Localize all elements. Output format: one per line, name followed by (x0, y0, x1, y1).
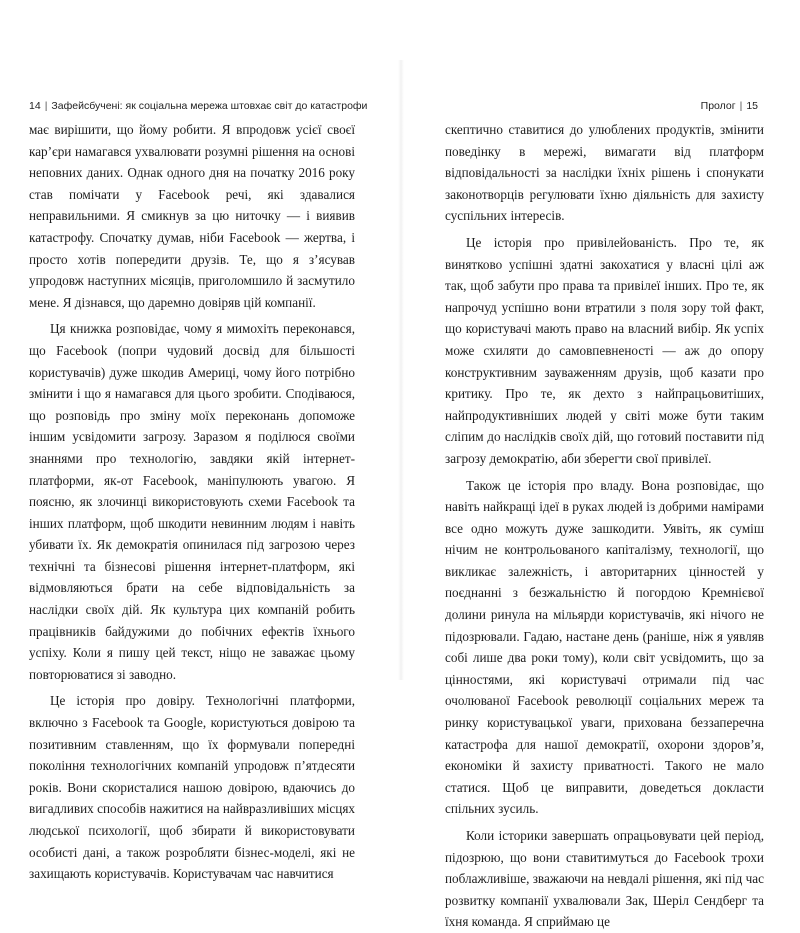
left-header-separator: | (44, 100, 48, 112)
right-running-header (701, 100, 758, 112)
right-page-body (445, 119, 764, 933)
left-paragraph-3: Це історія про довіру. Технологічні платформи, включно з Facebook та Google, користуються довірою та позитивним ставленням, що їх формували попередні покоління технологічних компаній упродовж п’ятдесяти років. Вони скористалися нашою довірою, вдаючись до вигадливих способів нажитися на найвразливіших місцях людської психології, щоб збирати й використовувати особисті дані, а також розробляти бізнес-моделі, які не захищають користувачів. Користувачам час навчитися (29, 693, 355, 882)
left-page-body (29, 119, 355, 885)
right-paragraph-1: скептично ставитися до улюблених продуктів, змінити поведінку в мережі, вимагати від платформ відповідальності за наслідки їхніх рішень і спонукати законотворців регулювати їхню діяльність для захисту суспільних інтересів. (445, 122, 764, 224)
right-paragraph-2: Це історія про привілейованість. Про те, як винятково успішні здатні закохатися у власні цілі аж так, щоб забути про права та привілеї інших. Про те, як напрочуд успішно вони втратили з поля зору той факт, що користувачі мають право на власний вибір. Як успіх може схиляти до самовпевненості — аж до опору конструктивним зауваженням друзів, щоб казати про критику. Про те, як дехто з найпрацьовитіших, найпродуктивніших людей у світі може бути таким сліпим до наслідків своїх дій, що готовий поставити під загрозу демократію, аби зберегти свої привілеї. (445, 234, 764, 466)
left-running-title: Зафейсбучені: як соціальна мережа штовхає світ до катастрофи (51, 100, 368, 112)
left-paragraph-1: має вирішити, що йому робити. Я впродовж усієї своєї кар’єри намагався ухвалювати розумні рішення на основі неповних даних. Однак одного дня на початку 2016 року став помічати у Facebook речі, які здавалися неправильними. Я смикнув за цю ниточку — і виявив катастрофу. Спочатку думав, ніби Facebook — жертва, і просто хотів попередити друзів. Те, що я з’ясував упродовж наступних місяців, приголомшило й засмутило мене. Я дізнався, що даремно довіряв цій компанії. (29, 122, 355, 310)
right-section-title: Пролог (700, 100, 736, 112)
right-header-separator: | (739, 100, 743, 112)
right-paragraph-4: Коли історики завершать опрацьовувати цей період, підозрюю, що вони ставитимуться до Facebook трохи поблажливіше, зважаючи на невдалі рішення, які під час розвитку компанії ухвалювали Зак, Шеріл Сендберг та їхня команда. Я сприймаю це (445, 828, 764, 930)
right-paragraph-3: Також це історія про владу. Вона розповідає, що навіть найкращі ідеї в руках людей із добрими намірами все одно можуть дуже зашкодити. Уявіть, як суміш нічим не контрольованого капіталізму, технології, що викликає залежність, і авторитарних цінностей у поєднанні з безжальністю й погордою Кремнієвої долини ринула на мільярди користувачів, які нічого не підозрювали. Гадаю, настане день (раніше, ніж я уявляв собі лише два роки тому), коли світ усвідомить, що за цінностями, які користувачі отримали під час очолюваної Facebook революції соціальних мереж та ринку користувацької уваги, прихована беззаперечна катастрофа для нашої демократії, охорони здоров’я, економіки й захисту приватності. Такого не мало статися. Щоб це виправити, доведеться докласти спільних зусиль. (445, 477, 764, 817)
left-page-number: 14 (29, 100, 41, 112)
book-gutter (398, 60, 404, 680)
left-running-header (29, 100, 367, 112)
right-page-number: 15 (746, 100, 758, 112)
left-paragraph-2: Ця книжка розповідає, чому я мимохіть переконався, що Facebook (попри чудовий досвід для більшості користувачів) дуже шкодив Америці, чому його потрібно змінити і що я намагався для цього зробити. Сподіваюся, що розповідь про зміну моїх переконань допоможе іншим усвідомити загрозу. Заразом я поділюся своїми знаннями про технологію, завдяки якій інтернет-платформи, як-от Facebook, маніпулюють увагою. Я поясню, як злочинці використовують схеми Facebook та інших платформ, щоб шкодити невинним людям і навіть убивати їх. Як демократія опинилася під загрозою через технічні та бізнесові рішення інтернет-платформ, які відмовляються брати на себе відповідальність за наслідки своїх дій. Як культура цих компаній робить працівників байдужими до побічних ефектів їхнього успіху. Коли я пишу цей текст, ніщо не заважає цьому повторюватися зі заводно. (29, 321, 355, 682)
